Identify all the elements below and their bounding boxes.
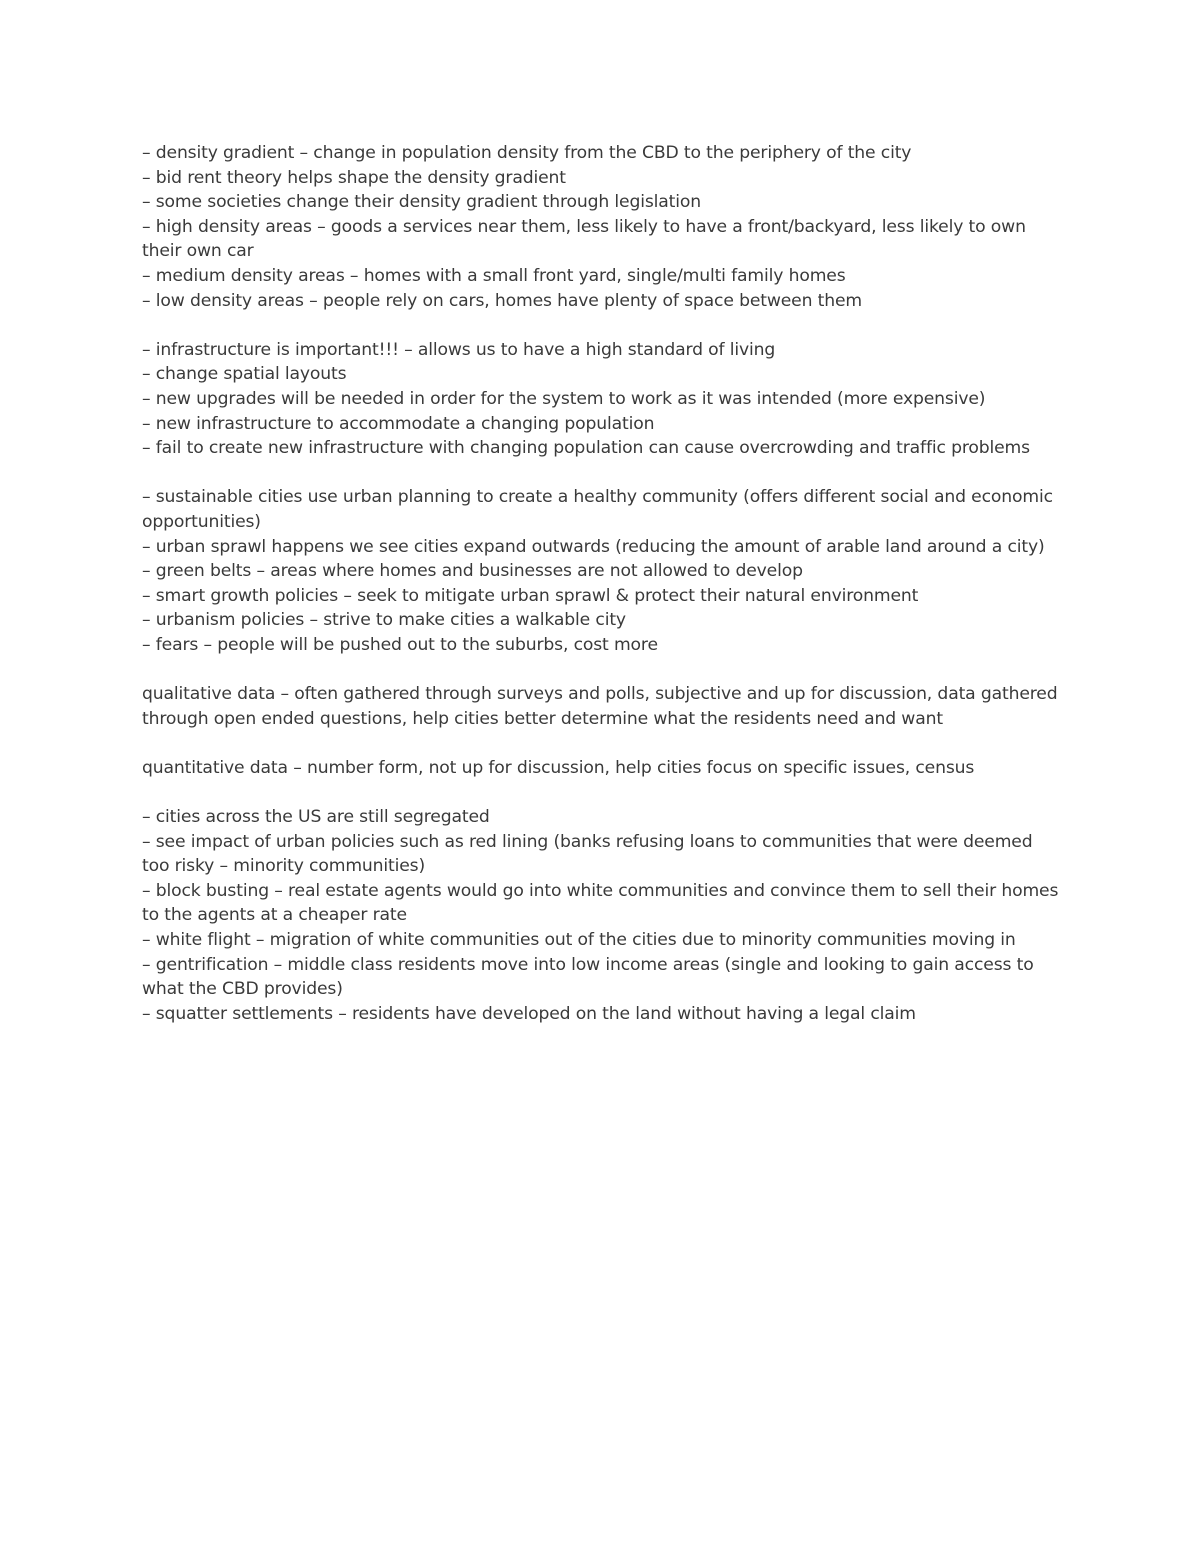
note-line: – new upgrades will be needed in order for the system to work as it was intended (more expensive) [142,388,986,409]
notes-block-qualitative [142,682,1062,731]
note-line: – urban sprawl happens we see cities expand outwards (reducing the amount of arable land around a city) [142,536,1045,557]
note-line: qualitative data – often gathered through surveys and polls, subjective and up for discussion, data gathered through open ended questions, help cities better determine what the residents need and want [142,684,1058,729]
notes-block-infrastructure [142,338,1062,461]
note-line: – see impact of urban policies such as red lining (banks refusing loans to communities that were deemed too risky – minority communities) [142,831,1033,877]
note-line: – high density areas – goods a services near them, less likely to have a front/backyard, less likely to own their own car [142,216,1026,262]
note-line: – low density areas – people rely on cars, homes have plenty of space between them [142,290,863,311]
notes-block-quantitative [142,756,1062,781]
note-line: – new infrastructure to accommodate a changing population [142,413,655,434]
notes-block-sustainability [142,485,1062,657]
note-line: – white flight – migration of white communities out of the cities due to minority communities moving in [142,930,1016,950]
note-line: – fail to create new infrastructure with changing population can cause overcrowding and traffic problems [142,438,1030,459]
note-line: – medium density areas – homes with a small front yard, single/multi family homes [142,265,846,286]
note-line: – change spatial layouts [142,364,347,385]
note-line: – some societies change their density gradient through legislation [142,192,701,213]
note-line: – cities across the US are still segregated [142,807,490,828]
note-line: – fears – people will be pushed out to the suburbs, cost more [142,634,658,655]
note-line: – sustainable cities use urban planning to create a healthy community (offers different social and economic opportunities) [142,487,1053,532]
note-line: – squatter settlements – residents have developed on the land without having a legal claim [142,1003,916,1024]
notes-block-segregation [142,805,1062,1026]
note-line: – density gradient – change in population density from the CBD to the periphery of the city [142,143,912,163]
note-line: – gentrification – middle class residents move into low income areas (single and looking to gain access to what the CBD provides) [142,954,1034,1000]
notes-block-density [142,141,1062,313]
note-line: – bid rent theory helps shape the density gradient [142,167,566,188]
note-line: – smart growth policies – seek to mitigate urban sprawl & protect their natural environment [142,585,919,606]
note-line: quantitative data – number form, not up for discussion, help cities focus on specific issues, census [142,757,975,778]
document-body [142,141,1062,1026]
note-line: – urbanism policies – strive to make cities a walkable city [142,610,626,631]
note-line: – block busting – real estate agents would go into white communities and convince them to sell their homes to the agents at a cheaper rate [142,880,1059,926]
note-line: – infrastructure is important!!! – allows us to have a high standard of living [142,339,776,360]
note-line: – green belts – areas where homes and businesses are not allowed to develop [142,561,803,582]
